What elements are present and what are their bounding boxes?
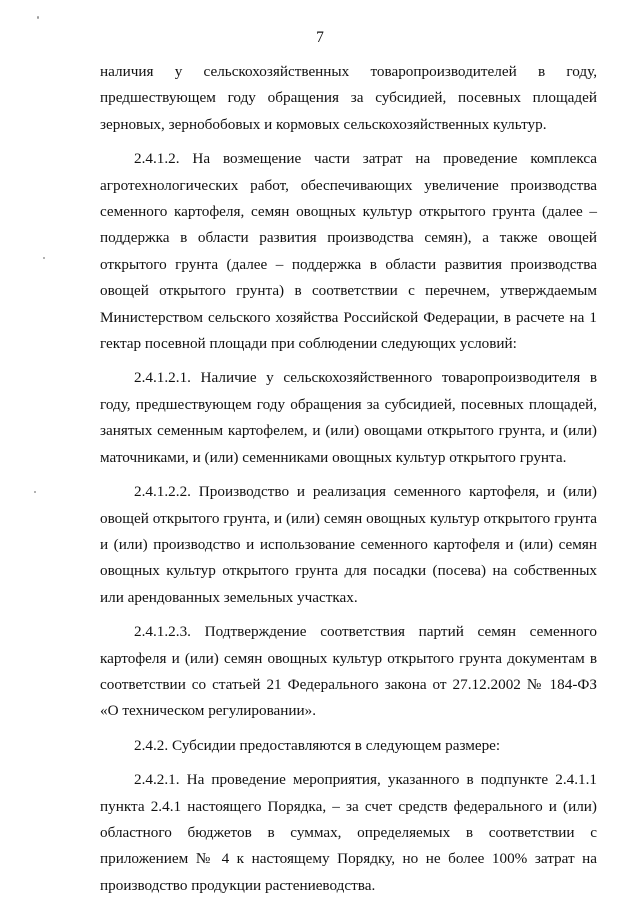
paragraph-2-4-2-1: 2.4.2.1. На проведение мероприятия, указанного в подпункте 2.4.1.1 пункта 2.4.1 настоящего Порядка, – за счет средств федерального и (или) областного бюджетов в суммах, определяемых в соответствии с приложением № 4 к настоящему Порядку, но не более 100% затрат на производство продукции растениеводства. bbox=[100, 771, 597, 894]
paragraph-2-4-1-2-2: 2.4.1.2.2. Производство и реализация семенного картофеля, и (или) овощей открытого грунта, и (или) семян овощных культур открытого грунта и (или) производство и использование семенного картофеля и (или) семян овощных культур открытого грунта для посадки (посева) на собственных или арендованных земельных участках. bbox=[100, 483, 597, 606]
paragraph-2-4-1-2-1: 2.4.1.2.1. Наличие у сельскохозяйственного товаропроизводителя в году, предшествующем году обращения за субсидией, посевных площадей, занятых семенным картофелем, и (или) овощами открытого грунта, и (или) маточниками, и (или) семенниками овощных культур открытого грунта. bbox=[100, 369, 597, 466]
scan-speck bbox=[34, 491, 36, 493]
scan-speck bbox=[37, 16, 39, 19]
scan-speck bbox=[43, 257, 45, 259]
page-number: 7 bbox=[316, 29, 324, 46]
paragraph-2-4-2: 2.4.2. Субсидии предоставляются в следующем размере: bbox=[134, 736, 501, 754]
paragraph-2-4-1-2-3: 2.4.1.2.3. Подтверждение соответствия партий семян семенного картофеля и (или) семян овощных культур открытого грунта документам в соответствии со статьей 21 Федерального закона от 27.12.2002 № 184-ФЗ «О техническом регулировании». bbox=[100, 623, 597, 720]
paragraph-2-4-1-2: 2.4.1.2. На возмещение части затрат на проведение комплекса агротехнологических работ, обеспечивающих увеличение производства семенного картофеля, семян овощных культур открытого грунта (далее – поддержка в области развития производства семян), а также овощей открытого грунта (далее – поддержка в области развития производства овощей открытого грунта) в соответствии с перечнем, утверждаемым Министерством сельского хозяйства Российской Федерации, в расчете на 1 гектар посевной площади при соблюдении следующих условий: bbox=[100, 150, 597, 353]
paragraph-continuation: наличия у сельскохозяйственных товаропроизводителей в году, предшествующем году обращения за субсидией, посевных площадей зерновых, зернобобовых и кормовых сельскохозяйственных культур. bbox=[100, 63, 597, 133]
document-body bbox=[100, 59, 597, 899]
